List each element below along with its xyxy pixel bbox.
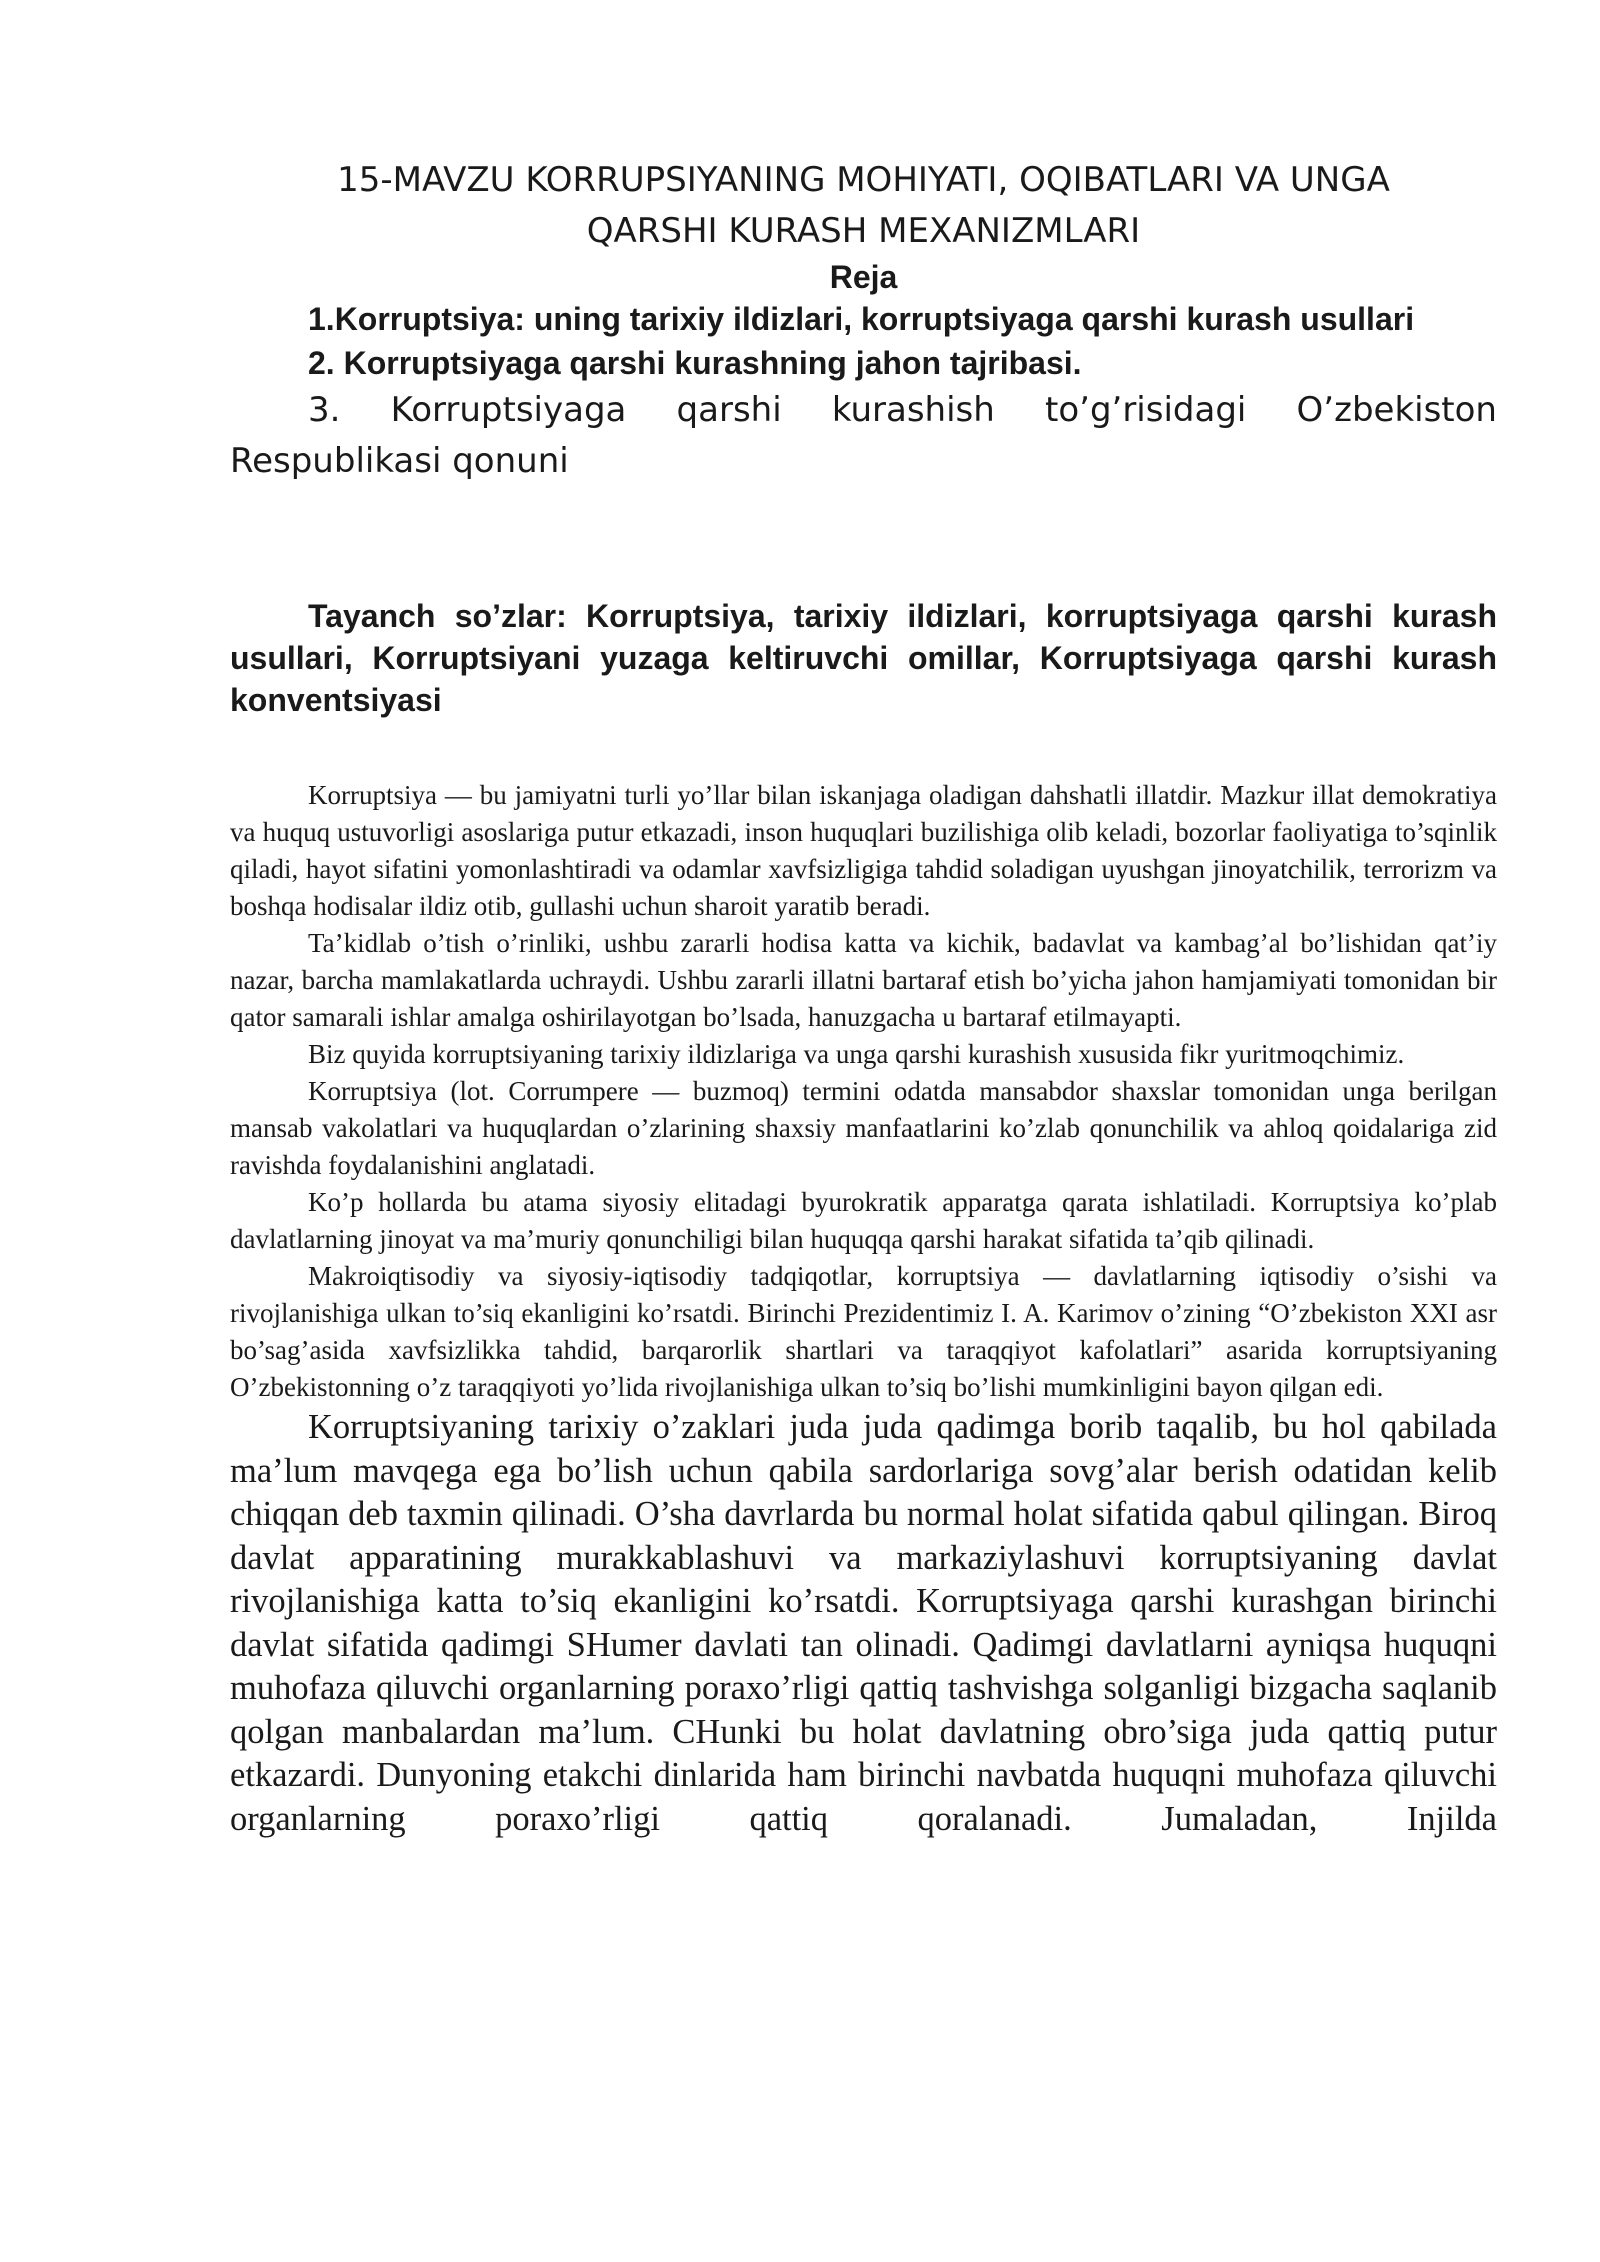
keywords-paragraph: Tayanch so’zlar: Korruptsiya, tarixiy ildizlari, korruptsiyaga qarshi kurash usullari, Korruptsiyani yuzaga keltiruvchi omillar, Korruptsiyaga qarshi kurash konventsiyasi — [230, 598, 1497, 718]
plan-item-2: 2. Korruptsiyaga qarshi kurashning jahon tajribasi. — [308, 345, 1082, 381]
body-paragraph-3: Biz quyida korruptsiyaning tarixiy ildizlariga va unga qarshi kurashish xususida fikr yuritmoqchimiz. — [308, 1039, 1405, 1069]
document-title — [230, 155, 1497, 257]
document-content — [230, 155, 1497, 1841]
title-line-1: 15-MAVZU KORRUPSIYANING MOHIYATI, OQIBATLARI VA UNGA — [337, 160, 1390, 200]
title-line-2: QARSHI KURASH MEXANIZMLARI — [586, 211, 1141, 251]
body-paragraph-6: Makroiqtisodiy va siyosiy-iqtisodiy tadqiqotlar, korruptsiya — davlatlarning iqtisodiy o’sishi va rivojlanishiga ulkan to’siq ekanligini ko’rsatdi. Birinchi Prezidentimiz I. A. Karimov o’zining “O’zbekiston XXI asr bo’sag’asida xavfsizlikka tahdid, barqarorlik shartlari va taraqqiyot kafolatlari” asarida korruptsiyaning O’zbekistonning o’z taraqqiyoti yo’lida rivojlanishiga ulkan to’siq bo’lishi mumkinligini bayon qilgan edi. — [230, 1261, 1497, 1402]
body-paragraph-4: Korruptsiya (lot. Corrumpere — buzmoq) termini odatda mansabdor shaxslar tomonidan unga berilgan mansab vakolatlari va huquqlardan o’zlarining shaxsiy manfaatlarini ko’zlab qonunchilik va ahloq qoidalariga zid ravishda foydalanishini anglatadi. — [230, 1076, 1497, 1180]
plan-item-3: 3. Korruptsiyaga qarshi kurashish to’g’risidagi O’zbekiston Respublikasi qonuni — [230, 390, 1497, 481]
body-paragraph-2: Ta’kidlab o’tish o’rinliki, ushbu zararli hodisa katta va kichik, badavlat va kambag’al bo’lishidan qat’iy nazar, barcha mamlakatlarda uchraydi. Ushbu zararli illatni bartaraf etish bo’yicha jahon hamjamiyati tomonidan bir qator samarali ishlar amalga oshirilayotgan bo’lsada, hanuzgacha u bartaraf etilmayapti. — [230, 928, 1497, 1032]
body-paragraph-large: Korruptsiyaning tarixiy o’zaklari juda juda qadimga borib taqalib, bu hol qabilada ma’lum mavqega ega bo’lish uchun qabila sardorlariga sovg’alar berish odatidan kelib chiqqan deb taxmin qilinadi. O’sha davrlarda bu normal holat sifatida qabul qilingan. Biroq davlat apparatining murakkablashuvi va markaziylashuvi korruptsiyaning davlat rivojlanishiga katta to’siq ekanligini ko’rsatdi. Korruptsiyaga qarshi kurashgan birinchi davlat sifatida qadimgi SHumer davlati tan olinadi. Qadimgi davlatlarni ayniqsa huquqni muhofaza qiluvchi organlarning poraxo’rligi qattiq tashvishga solganligi bizgacha saqlanib qolgan manbalardan ma’lum. CHunki bu holat davlatning obro’siga juda qattiq putur etkazardi. Dunyoning etakchi dinlarida ham birinchi navbatda huquqni muhofaza qiluvchi organlarning poraxo’rligi qattiq qoralanadi. Jumaladan, Injilda — [230, 1408, 1497, 1838]
body-paragraph-1: Korruptsiya — bu jamiyatni turli yo’llar bilan iskanjaga oladigan dahshatli illatdir. Mazkur illat demokratiya va huquq ustuvorligi asoslariga putur etkazadi, inson huquqlari buzilishiga olib keladi, bozorlar faoliyatiga to’sqinlik qiladi, hayot sifatini yomonlashtiradi va odamlar xavfsizligiga tahdid soladigan uyushgan jinoyatchilik, terrorizm va boshqa hodisalar ildiz otib, gullashi uchun sharoit yaratib beradi. — [230, 780, 1497, 921]
plan-item-1: 1.Korruptsiya: uning tarixiy ildizlari, korruptsiyaga qarshi kurash usullari — [308, 301, 1415, 337]
body-paragraph-5: Ko’p hollarda bu atama siyosiy elitadagi byurokratik apparatga qarata ishlatiladi. Korruptsiya ko’plab davlatlarning jinoyat va ma’muriy qonunchiligi bilan huquqqa qarshi harakat sifatida ta’qib qilinadi. — [230, 1187, 1497, 1254]
plan-heading: Reja — [829, 259, 898, 295]
